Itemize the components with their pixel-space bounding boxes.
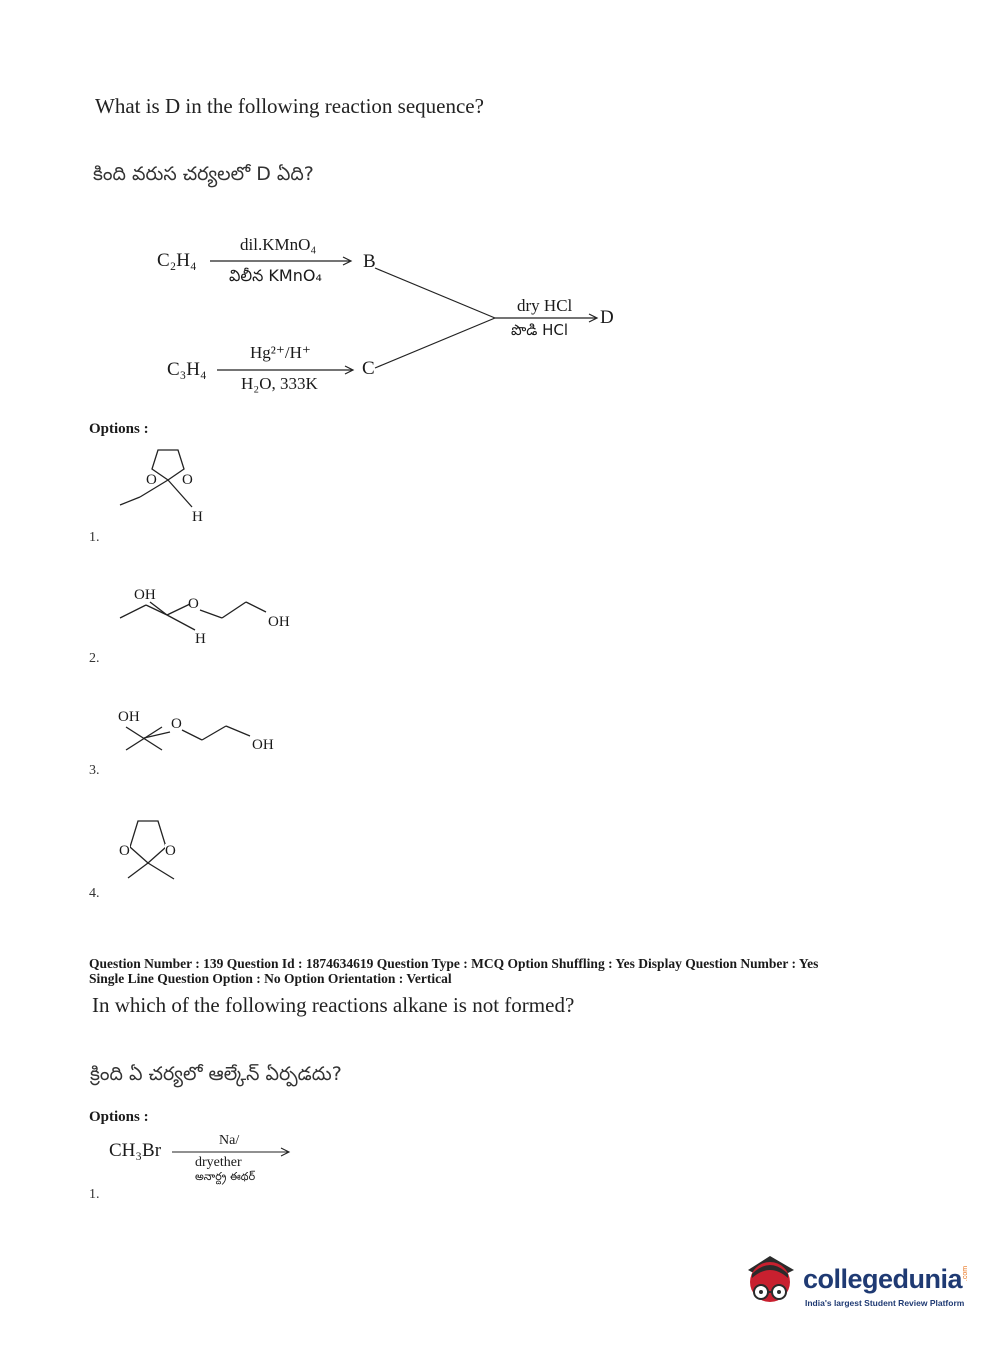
option-2-number: 2. xyxy=(89,651,100,666)
question-2-english: In which of the following reactions alkane is not formed? xyxy=(92,993,575,1017)
q2-option-1-reagent-dryether: dryether xyxy=(195,1155,242,1170)
reagent-dil-kmno4: dil.KMnO₄ xyxy=(240,235,317,254)
option-2-atom-oh2: OH xyxy=(268,614,290,630)
collegedunia-logo-text[interactable]: collegedunia xyxy=(803,1264,963,1294)
option-1-atom-o2: O xyxy=(182,472,193,488)
question-meta-line-2: Single Line Question Option : No Option Orientation : Vertical xyxy=(89,971,452,986)
option-3-atom-oh2: OH xyxy=(252,737,274,753)
reactant-c2h4: C₂H₄ xyxy=(157,250,197,271)
collegedunia-mascot-icon xyxy=(740,1248,800,1318)
q2-option-1-reactant: CH₃Br xyxy=(109,1140,162,1161)
options-label-q1: Options : xyxy=(89,421,149,437)
reagent-dil-kmno4-telugu: విలీన KMnO₄ xyxy=(229,266,322,285)
q2-option-1-reagent-telugu: అనార్ద్ర ఈథర్ xyxy=(195,1170,256,1183)
option-4-atom-o2: O xyxy=(165,843,176,859)
reactant-c3h4: C₃H₄ xyxy=(167,359,207,380)
question-2-telugu: క్రింది ఏ చర్యలో ఆల్కేన్ ఏర్పడదు? xyxy=(90,1063,342,1085)
option-4-atom-o1: O xyxy=(119,843,130,859)
reagent-h2o-333k: H₂O, 333K xyxy=(241,374,318,393)
option-2-atom-oh1: OH xyxy=(134,587,156,603)
question-1-english: What is D in the following reaction sequence? xyxy=(95,94,484,118)
product-c: C xyxy=(362,358,375,379)
options-label-q2: Options : xyxy=(89,1109,149,1125)
option-2-atom-o: O xyxy=(188,596,199,612)
option-2-atom-h: H xyxy=(195,631,206,647)
q2-option-1-number: 1. xyxy=(89,1187,100,1202)
option-1-atom-h: H xyxy=(192,509,203,525)
option-1-atom-o1: O xyxy=(146,472,157,488)
reagent-dry-hcl: dry HCl xyxy=(517,296,573,315)
product-b: B xyxy=(363,251,376,272)
option-3-atom-o: O xyxy=(171,716,182,732)
question-1-telugu: కింది వరుస చర్యలలో D ఏది? xyxy=(93,163,314,185)
collegedunia-tagline: India's largest Student Review Platform xyxy=(805,1298,965,1308)
reagent-hg-h: Hg²⁺/H⁺ xyxy=(250,343,311,362)
reagent-dry-hcl-telugu: పొడి HCl xyxy=(511,321,569,339)
collegedunia-logo-com: .com xyxy=(962,1265,970,1282)
option-4-number: 4. xyxy=(89,886,100,901)
q2-option-1-reagent-na: Na/ xyxy=(219,1133,240,1148)
option-3-atom-oh1: OH xyxy=(118,709,140,725)
product-d: D xyxy=(600,307,614,328)
question-meta-line-1: Question Number : 139 Question Id : 1874634619 Question Type : MCQ Option Shuffling : Yes Display Question Number : Yes xyxy=(89,956,819,971)
option-3-number: 3. xyxy=(89,763,100,778)
option-1-number: 1. xyxy=(89,530,100,545)
